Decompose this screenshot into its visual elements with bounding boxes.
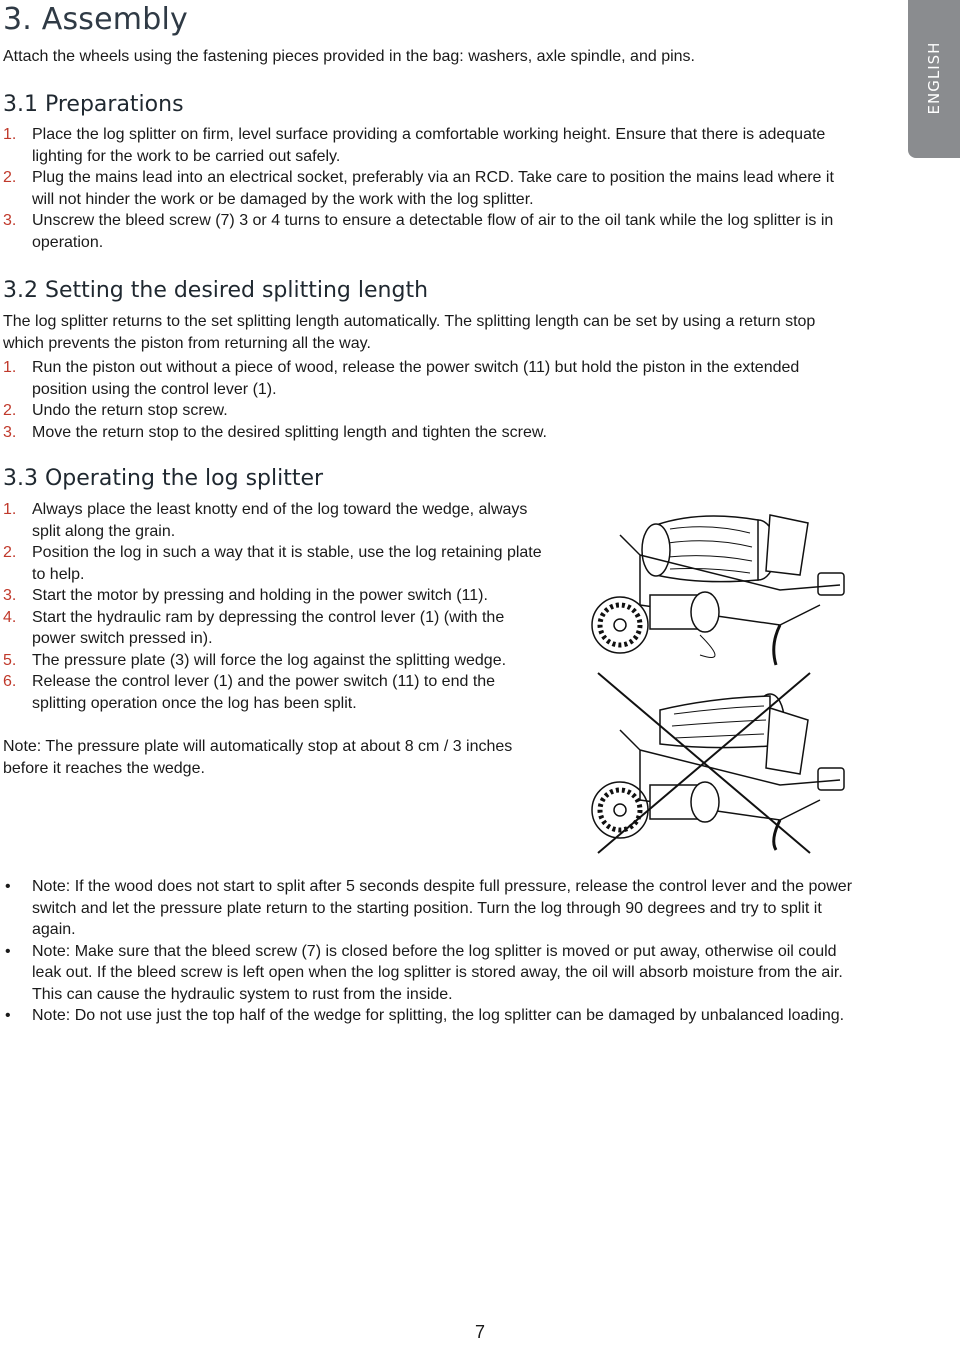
page-title: 3. Assembly: [3, 2, 188, 37]
list-number: 2.: [3, 169, 17, 186]
note-label: Note:: [32, 942, 71, 960]
page-number: 7: [474, 1322, 485, 1342]
note-label: Note:: [3, 738, 42, 755]
list-number: 1.: [3, 501, 17, 518]
list-item: [3, 124, 843, 167]
language-tab: [908, 0, 960, 158]
splitting-length-list: [3, 357, 803, 443]
list-item: [3, 607, 548, 650]
language-tab-label: ENGLISH: [925, 41, 943, 115]
list-text: Plug the mains lead into an electrical socket, preferably via an RCD. Take care to position the mains lead where it will not hinder the work or be damaged by the work with the log splitter.: [32, 169, 834, 208]
note-text: Do not use just the top half of the wedge for splitting, the log splitter can be damaged by unbalanced loading.: [70, 1007, 845, 1024]
list-item: [3, 671, 548, 714]
note-text: If the wood does not start to split after 5 seconds despite full pressure, release the control lever and the power switch and let the pressure plate return to the starting position. Turn the log through 90 degrees and try to split it again.: [32, 878, 853, 938]
bullet: •: [5, 942, 11, 960]
section-heading-splitting-length: 3.2 Setting the desired splitting length: [3, 278, 429, 303]
list-number: 3.: [3, 212, 17, 229]
operating-note: [3, 736, 523, 780]
list-item: [3, 542, 548, 585]
note-item: [3, 941, 863, 1006]
splitting-length-paragraph: The log splitter returns to the set splitting length automatically. The splitting length can be set by using a return stop which prevents the piston from returning all the way.: [3, 313, 816, 352]
list-item: [3, 400, 803, 422]
list-number: 1.: [3, 359, 17, 376]
list-number: 3.: [3, 587, 17, 604]
list-text: Unscrew the bleed screw (7) 3 or 4 turns to ensure a detectable flow of air to the oil tank while the log splitter is in operation.: [32, 212, 834, 251]
list-text: Always place the least knotty end of the log toward the wedge, always split along the grain.: [32, 501, 528, 540]
list-text: Start the hydraulic ram by depressing the control lever (1) (with the power switch pressed in).: [32, 608, 505, 647]
list-text: Place the log splitter on firm, level surface providing a comfortable working height. Ensure that there is adequate lighting for the work to be carried out safely.: [32, 126, 826, 165]
list-text: Undo the return stop screw.: [32, 402, 228, 419]
list-number: 5.: [3, 651, 17, 669]
list-number: 1.: [3, 126, 17, 143]
list-item: [3, 585, 548, 607]
note-text: The pressure plate will automatically stop at about 8 cm / 3 inches before it reaches the wedge.: [3, 738, 513, 777]
log-splitter-illustration: [580, 495, 870, 865]
notes-list: [3, 876, 863, 1027]
list-item: [3, 422, 803, 444]
section-heading-operating: 3.3 Operating the log splitter: [3, 466, 324, 491]
correct-usage-drawing: [592, 515, 844, 665]
note-item: [3, 876, 863, 941]
list-number: 2.: [3, 402, 17, 419]
note-label: Note:: [32, 1007, 71, 1024]
note-text: Make sure that the bleed screw (7) is closed before the log splitter is moved or put away, otherwise oil could leak out. If the bleed screw is left open when the log splitter is stored away, the oil will absorb moisture from the air. This can cause the hydraulic system to rust from the inside.: [32, 942, 843, 1003]
list-text: Start the motor by pressing and holding in the power switch (11).: [32, 587, 488, 604]
intro-text: Attach the wheels using the fastening pieces provided in the bag: washers, axle spindle, and pins.: [3, 48, 695, 65]
operating-list: [3, 499, 548, 714]
note-item: [3, 1005, 863, 1027]
list-number: 6.: [3, 673, 17, 690]
preparations-list: [3, 124, 843, 253]
list-number: 4.: [3, 608, 17, 626]
list-item: [3, 167, 843, 210]
section-heading-preparations: 3.1 Preparations: [3, 92, 184, 117]
list-item: [3, 357, 803, 400]
list-number: 3.: [3, 423, 17, 441]
list-text: Move the return stop to the desired splitting length and tighten the screw.: [32, 423, 547, 441]
list-text: Release the control lever (1) and the power switch (11) to end the splitting operation once the log has been split.: [32, 673, 496, 712]
bullet: •: [5, 878, 11, 895]
list-text: Position the log in such a way that it is stable, use the log retaining plate to help.: [32, 544, 542, 583]
list-item: [3, 499, 548, 542]
list-item: [3, 210, 843, 253]
bullet: •: [5, 1007, 11, 1024]
note-label: Note:: [32, 878, 71, 895]
list-text: Run the piston out without a piece of wood, release the power switch (11) but hold the piston in the extended position using the control lever (1).: [32, 359, 800, 398]
list-text: The pressure plate (3) will force the log against the splitting wedge.: [32, 651, 507, 669]
list-item: [3, 650, 548, 672]
list-number: 2.: [3, 544, 17, 561]
